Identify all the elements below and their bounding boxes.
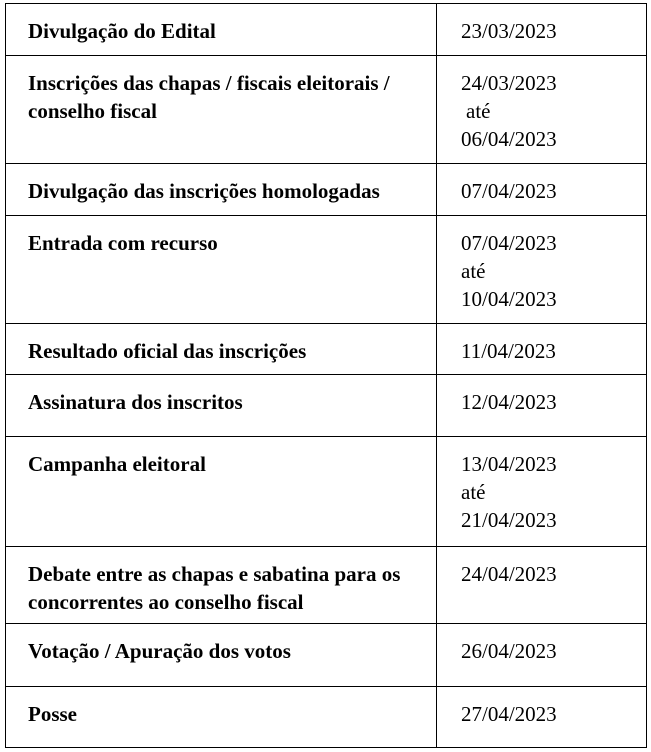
- date-cell: [437, 687, 647, 748]
- date-line: 06/04/2023: [461, 127, 557, 151]
- date-cell: [437, 216, 647, 324]
- date-cell: [437, 56, 647, 164]
- date-line: 10/04/2023: [461, 287, 557, 311]
- event-cell: Inscrições das chapas / fiscais eleitorais / conselho fiscal: [6, 56, 437, 164]
- event-cell: Posse: [6, 687, 437, 748]
- event-cell: Assinatura dos inscritos: [6, 375, 437, 437]
- table-row: [6, 4, 647, 56]
- date-cell: [437, 324, 647, 375]
- event-cell: Divulgação do Edital: [6, 4, 437, 56]
- date-line: 11/04/2023: [461, 339, 556, 363]
- date-line: até: [461, 480, 486, 504]
- date-line: 24/03/2023: [461, 71, 557, 95]
- date-line: 24/04/2023: [461, 562, 557, 586]
- date-line: 07/04/2023: [461, 179, 557, 203]
- date-cell: [437, 375, 647, 437]
- date-line: 12/04/2023: [461, 390, 557, 414]
- date-cell: [437, 164, 647, 216]
- date-line: 21/04/2023: [461, 508, 557, 532]
- date-line: até: [466, 99, 491, 123]
- date-line: 27/04/2023: [461, 702, 557, 726]
- date-cell: [437, 437, 647, 547]
- table-row: [6, 56, 647, 164]
- table-row: [6, 687, 647, 748]
- table-row: [6, 624, 647, 687]
- table-row: [6, 324, 647, 375]
- date-cell: [437, 4, 647, 56]
- table-row: [6, 437, 647, 547]
- event-cell: Resultado oficial das inscrições: [6, 324, 437, 375]
- date-line: 13/04/2023: [461, 452, 557, 476]
- date-line: até: [461, 259, 486, 283]
- election-schedule-table: [5, 3, 647, 748]
- table-row: [6, 375, 647, 437]
- event-cell: Entrada com recurso: [6, 216, 437, 324]
- date-line: 07/04/2023: [461, 231, 557, 255]
- date-cell: [437, 547, 647, 624]
- table-row: [6, 547, 647, 624]
- date-line: 23/03/2023: [461, 19, 557, 43]
- table-row: [6, 164, 647, 216]
- date-cell: [437, 624, 647, 687]
- table-row: [6, 216, 647, 324]
- event-cell: Divulgação das inscrições homologadas: [6, 164, 437, 216]
- date-line: 26/04/2023: [461, 639, 557, 663]
- event-cell: Votação / Apuração dos votos: [6, 624, 437, 687]
- event-cell: Campanha eleitoral: [6, 437, 437, 547]
- event-cell: Debate entre as chapas e sabatina para os concorrentes ao conselho fiscal: [6, 547, 437, 624]
